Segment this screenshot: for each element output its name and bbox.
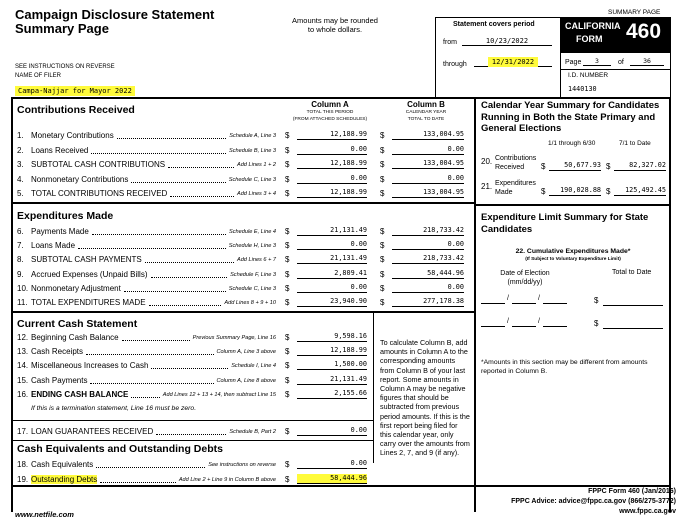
dot-leader	[131, 397, 160, 398]
row-21-label-2: Made	[495, 189, 513, 196]
column-b-header	[376, 100, 476, 123]
fppc-advice: FPPC Advice: advice@fppc.ca.gov (866/275-3772)	[511, 498, 676, 505]
expenditures-row-1-num: 6.	[17, 227, 24, 236]
column-b-note: To calculate Column B, add amounts in Column A to the corresponding amounts from Column B of your last report. Some amounts in Column A may be negative figures that should be subtracted from previous period amounts. If this is the first report being filed for this calendar year, only carry over the amounts from Lines 2, 7, and 9 (if any).	[380, 338, 470, 458]
contributions-row-5-dollar-a: $	[285, 189, 290, 198]
cash-row-3-source: Schedule I, Line 4	[231, 363, 276, 370]
contributions-row-3-col-a: 12,188.99	[297, 159, 367, 169]
dot-leader	[156, 434, 226, 435]
equivalents-row-2-source: Add Line 2 + Line 9 in Column B above	[178, 476, 276, 483]
column-b-sub-2: TOTAL TO DATE	[407, 117, 445, 122]
expenditures-row-6-dollar-b: $	[380, 298, 385, 307]
dot-leader	[78, 248, 226, 249]
rounding-note-line-2: to whole dollars.	[307, 25, 363, 34]
column-a-title: Column A	[311, 100, 349, 109]
expenditures-row-1-source: Schedule E, Line 4	[229, 229, 276, 235]
contributions-row-3-dollar-b: $	[380, 160, 385, 169]
netfile-url: www.netfile.com	[15, 510, 74, 519]
cash-row-3-label: Miscellaneous Increases to Cash	[31, 361, 149, 371]
expenditures-row-1-dollar-a: $	[285, 227, 290, 236]
cash-row-4-dollar-a: $	[285, 375, 290, 385]
loan-guarantees-num: 17.	[17, 427, 29, 436]
election-date-input-2[interactable]: / /	[481, 318, 567, 327]
row-21-dollar-b: $	[606, 187, 611, 196]
expenditures-row-4-col-a: 2,809.41	[297, 269, 367, 279]
row-21-dollar-a: $	[541, 187, 546, 196]
cash-row-5-dollar-a: $	[285, 389, 290, 399]
expenditures-row-5-col-a: 0.00	[297, 283, 367, 293]
through-date-value: 12/31/2022	[488, 57, 538, 67]
total-to-date-label: Total to Date	[612, 269, 652, 276]
expenditures-row-4-label: Accrued Expenses (Unpaid Bills)	[31, 269, 148, 279]
election-date-label-2: (mm/dd/yy)	[507, 279, 543, 286]
contributions-row-1-num: 1.	[17, 131, 24, 140]
expenditures-heading: Expenditures Made	[17, 210, 114, 222]
through-date	[474, 58, 552, 67]
row-21-col-a: 190,028.88	[549, 186, 601, 196]
contributions-row-4-num: 4.	[17, 174, 24, 184]
row-21-col-b: 125,492.45	[614, 186, 666, 196]
contributions-row-3-num: 3.	[17, 160, 24, 169]
expenditures-row-2-col-b: 0.00	[392, 240, 464, 250]
expenditures-row-6-num: 11.	[17, 298, 28, 307]
cash-row-1-label: Beginning Cash Balance	[31, 333, 119, 342]
row-20-label-2: Received	[495, 164, 525, 171]
election-date-label	[490, 269, 560, 287]
of-label: of	[618, 59, 624, 66]
column-b-title: Column B	[407, 100, 445, 109]
dot-leader	[168, 167, 234, 168]
expenditures-row-3-dollar-b: $	[380, 255, 385, 265]
row-20-label-1: Contributions	[495, 155, 537, 162]
expenditures-row-4-col-b: 58,444.96	[392, 269, 464, 279]
form-number: 460	[626, 20, 662, 43]
contributions-row-5-source: Add Lines 3 + 4	[236, 191, 276, 197]
through-label: through	[443, 61, 467, 68]
expenditures-row-1-col-b: 218,733.42	[392, 226, 464, 236]
dot-leader	[117, 138, 226, 139]
termination-note: If this is a termination statement, Line 16 must be zero.	[31, 405, 197, 412]
cash-row-3-num: 14.	[17, 361, 29, 371]
expenditures-row-3-dollar-a: $	[285, 255, 290, 265]
contributions-row-4-col-b: 0.00	[392, 174, 464, 184]
expenditures-row-2-num: 7.	[17, 241, 24, 251]
cash-row-1-col-a: 9,598.16	[297, 332, 367, 342]
expenditures-row-4-source: Schedule F, Line 3	[230, 271, 276, 278]
from-label: from	[443, 39, 457, 46]
contributions-row-1-col-b: 133,004.95	[392, 130, 464, 140]
calendar-summary-heading: Calendar Year Summary for Candidates Running in Both the State Primary and General Elections	[481, 100, 660, 134]
equivalents-heading: Cash Equivalents and Outstanding Debts	[17, 443, 223, 455]
cumulative-heading: 22. Cumulative Expenditures Made*	[515, 248, 631, 255]
page-number: 3	[583, 57, 611, 66]
expenditures-row-6-label: TOTAL EXPENDITURES MADE	[31, 298, 146, 307]
row-21-num: 21.	[481, 182, 493, 191]
cash-row-2-source: Column A, Line 3 above	[216, 349, 276, 356]
contributions-row-1-label: Monetary Contributions	[31, 131, 114, 140]
dot-leader	[131, 182, 226, 183]
contributions-row-2-num: 2.	[17, 145, 24, 155]
equivalents-row-2-dollar-a: $	[285, 474, 290, 484]
expenditures-row-2-dollar-b: $	[380, 241, 385, 251]
contributions-row-4-label: Nonmonetary Contributions	[31, 174, 129, 184]
cash-row-4-col-a: 21,131.49	[297, 375, 367, 385]
page-label: Page	[565, 59, 582, 66]
cash-row-4-source: Column A, Line 8 above	[216, 377, 276, 384]
dot-leader	[96, 467, 205, 468]
fppc-url: www.fppc.ca.gov	[619, 508, 676, 515]
summary-page-label: SUMMARY PAGE	[608, 9, 661, 16]
form-badge	[560, 17, 670, 53]
page-total: 36	[630, 57, 664, 66]
expenditures-row-1-dollar-b: $	[380, 227, 385, 236]
contributions-row-4-col-a: 0.00	[297, 174, 367, 184]
row-20-dollar-b: $	[606, 162, 611, 171]
calendar-col-1: 1/1 through 6/30	[548, 140, 596, 147]
limit-total-input-2[interactable]	[603, 319, 663, 329]
expenditures-row-2-label: Loans Made	[31, 241, 76, 251]
cash-row-3-col-a: 1,500.00	[297, 360, 367, 370]
contributions-row-3-dollar-a: $	[285, 160, 290, 169]
limit-dollar-1: $	[594, 296, 599, 305]
contributions-row-2-dollar-b: $	[380, 145, 385, 155]
cash-row-5-col-a: 2,155.66	[297, 389, 367, 399]
row-20-num: 20.	[481, 157, 493, 166]
dot-leader	[149, 305, 221, 306]
expenditures-row-3-source: Add Lines 6 + 7	[236, 257, 276, 264]
id-label: I.D. NUMBER	[568, 72, 609, 79]
expenditures-row-4-dollar-a: $	[285, 269, 290, 279]
expenditure-limit-heading: Expenditure Limit Summary for State Candidates	[481, 212, 649, 235]
loan-guarantees-dollar: $	[285, 427, 290, 436]
cash-row-1-source: Previous Summary Page, Line 16	[192, 335, 276, 341]
contributions-row-4-dollar-b: $	[380, 174, 385, 184]
id-number: 1440130	[568, 85, 597, 93]
expenditures-row-3-col-b: 218,733.42	[392, 254, 464, 264]
cash-row-1-dollar-a: $	[285, 333, 290, 342]
column-a-sub-2: (FROM ATTACHED SCHEDULES)	[292, 117, 368, 122]
cumulative-note: (If Subject to Voluntary Expenditure Limit)	[525, 257, 621, 262]
cash-row-3-dollar-a: $	[285, 361, 290, 371]
expenditures-row-1-col-a: 21,131.49	[297, 226, 367, 236]
expenditures-row-2-col-a: 0.00	[297, 240, 367, 250]
limit-total-input-1[interactable]	[603, 296, 663, 306]
title-line-1: Campaign Disclosure Statement	[15, 7, 215, 22]
equivalents-row-2-num: 19.	[17, 474, 29, 484]
column-a-header	[280, 100, 380, 123]
column-b-sub-1: CALENDAR YEAR	[405, 110, 447, 115]
period-label: Statement covers period	[453, 21, 535, 28]
dot-leader	[91, 153, 226, 154]
fppc-footer	[440, 487, 676, 517]
title-line-2: Summary Page	[15, 21, 109, 36]
contributions-row-2-col-a: 0.00	[297, 145, 367, 155]
loan-guarantees-col-a: 0.00	[297, 426, 367, 436]
cash-row-5-source: Add Lines 12 + 13 + 14, then subtract Line 15	[162, 391, 276, 398]
expenditures-row-5-label: Nonmonetary Adjustment	[31, 283, 121, 293]
contributions-row-1-col-a: 12,188.99	[297, 130, 367, 140]
contributions-row-4-source: Schedule C, Line 3	[228, 176, 276, 183]
form-title	[15, 8, 214, 36]
contributions-row-5-label: TOTAL CONTRIBUTIONS RECEIVED	[31, 189, 168, 198]
from-date: 10/23/2022	[462, 37, 552, 46]
dot-leader	[170, 196, 234, 197]
equivalents-row-1-source: See instructions on reverse	[208, 462, 276, 468]
calendar-col-2: 7/1 to Date	[619, 140, 651, 147]
expenditures-row-1-label: Payments Made	[31, 227, 89, 236]
row-20-col-b: 82,327.02	[614, 161, 666, 171]
cash-row-5-label: ENDING CASH BALANCE	[31, 389, 129, 399]
expenditures-row-3-col-a: 21,131.49	[297, 254, 367, 264]
expenditures-row-4-num: 9.	[17, 269, 24, 279]
contributions-row-5-col-a: 12,188.99	[297, 188, 367, 198]
dot-leader	[86, 354, 214, 355]
expenditures-row-6-dollar-a: $	[285, 298, 290, 307]
contributions-row-2-source: Schedule B, Line 3	[229, 147, 276, 154]
contributions-row-1-source: Schedule A, Line 3	[229, 133, 276, 139]
fppc-form-label: FPPC Form 460 (Jan/2016)	[588, 488, 676, 495]
cash-row-2-label: Cash Receipts	[31, 347, 84, 357]
row-20-col-a: 50,677.93	[549, 161, 601, 171]
expenditures-row-5-col-b: 0.00	[392, 283, 464, 293]
contributions-row-2-col-b: 0.00	[392, 145, 464, 155]
equivalents-row-2-label: Outstanding Debts	[31, 474, 98, 484]
cash-row-4-label: Cash Payments	[31, 375, 88, 385]
expenditures-row-2-source: Schedule H, Line 3	[228, 243, 276, 250]
contributions-row-1-dollar-a: $	[285, 131, 290, 140]
contributions-row-3-label: SUBTOTAL CASH CONTRIBUTIONS	[31, 160, 166, 169]
name-of-filer: Campa-Najjar for Mayor 2022	[15, 86, 135, 96]
limit-dollar-2: $	[594, 319, 599, 328]
loan-guarantees-label: LOAN GUARANTEES RECEIVED	[31, 427, 154, 436]
cash-heading: Current Cash Statement	[17, 318, 138, 330]
expenditures-row-6-col-b: 277,178.38	[392, 297, 464, 307]
equivalents-row-1-label: Cash Equivalents	[31, 460, 94, 469]
contributions-row-2-label: Loans Received	[31, 145, 89, 155]
cash-row-2-col-a: 12,188.99	[297, 346, 367, 356]
row-21-label-1: Expenditures	[495, 180, 536, 187]
row-20-dollar-a: $	[541, 162, 546, 171]
column-a-sub-1: TOTAL THIS PERIOD	[306, 110, 354, 115]
see-instructions: SEE INSTRUCTIONS ON REVERSE	[15, 64, 115, 70]
form-word: FORM	[576, 34, 603, 44]
name-of-filer-label: NAME OF FILER	[15, 73, 62, 79]
dot-leader	[145, 262, 234, 263]
contributions-row-5-num: 5.	[17, 189, 24, 198]
dot-leader	[151, 277, 227, 278]
cash-row-2-dollar-a: $	[285, 347, 290, 357]
expenditures-row-2-dollar-a: $	[285, 241, 290, 251]
election-date-input-1[interactable]: / /	[481, 295, 567, 304]
contributions-heading: Contributions Received	[17, 104, 135, 116]
rounding-note	[270, 16, 400, 34]
contributions-row-5-dollar-b: $	[380, 189, 385, 198]
contributions-row-4-dollar-a: $	[285, 174, 290, 184]
contributions-row-3-source: Add Lines 1 + 2	[236, 162, 276, 168]
equivalents-row-1-col-a: 0.00	[297, 459, 367, 469]
contributions-row-3-col-b: 133,004.95	[392, 159, 464, 169]
expenditures-row-6-col-a: 23,940.90	[297, 297, 367, 307]
expenditures-row-3-label: SUBTOTAL CASH PAYMENTS	[31, 255, 142, 265]
expenditures-row-4-dollar-b: $	[380, 269, 385, 279]
cash-row-2-num: 13.	[17, 347, 29, 357]
election-date-label-1: Date of Election	[500, 270, 550, 277]
expenditures-row-5-dollar-a: $	[285, 283, 290, 293]
contributions-row-2-dollar-a: $	[285, 145, 290, 155]
cash-row-4-num: 15.	[17, 375, 29, 385]
loan-guarantees-source: Schedule B, Part 2	[229, 429, 276, 435]
expenditures-row-6-source: Add Lines 8 + 9 + 10	[224, 300, 276, 306]
dot-leader	[122, 340, 190, 341]
equivalents-row-1-dollar-a: $	[285, 460, 290, 469]
equivalents-row-2-col-a: 58,444.96	[297, 474, 367, 484]
cash-row-5-num: 16.	[17, 389, 29, 399]
dot-leader	[151, 368, 228, 369]
expenditures-row-3-num: 8.	[17, 255, 24, 265]
dot-leader	[90, 383, 214, 384]
form-state: CALIFORNIA	[565, 21, 621, 31]
rounding-note-line-1: Amounts may be rounded	[292, 16, 378, 25]
contributions-row-1-dollar-b: $	[380, 131, 385, 140]
expenditures-row-5-num: 10.	[17, 283, 29, 293]
contributions-row-5-col-b: 133,004.95	[392, 188, 464, 198]
cash-row-1-num: 12.	[17, 333, 29, 342]
equivalents-row-1-num: 18.	[17, 460, 29, 469]
expenditures-row-5-source: Schedule C, Line 3	[228, 285, 276, 292]
dot-leader	[92, 234, 226, 235]
dot-leader	[124, 291, 226, 292]
expenditures-row-5-dollar-b: $	[380, 283, 385, 293]
dot-leader	[100, 482, 176, 483]
expenditure-limit-footnote: *Amounts in this section may be different from amounts reported in Column B.	[481, 359, 648, 375]
